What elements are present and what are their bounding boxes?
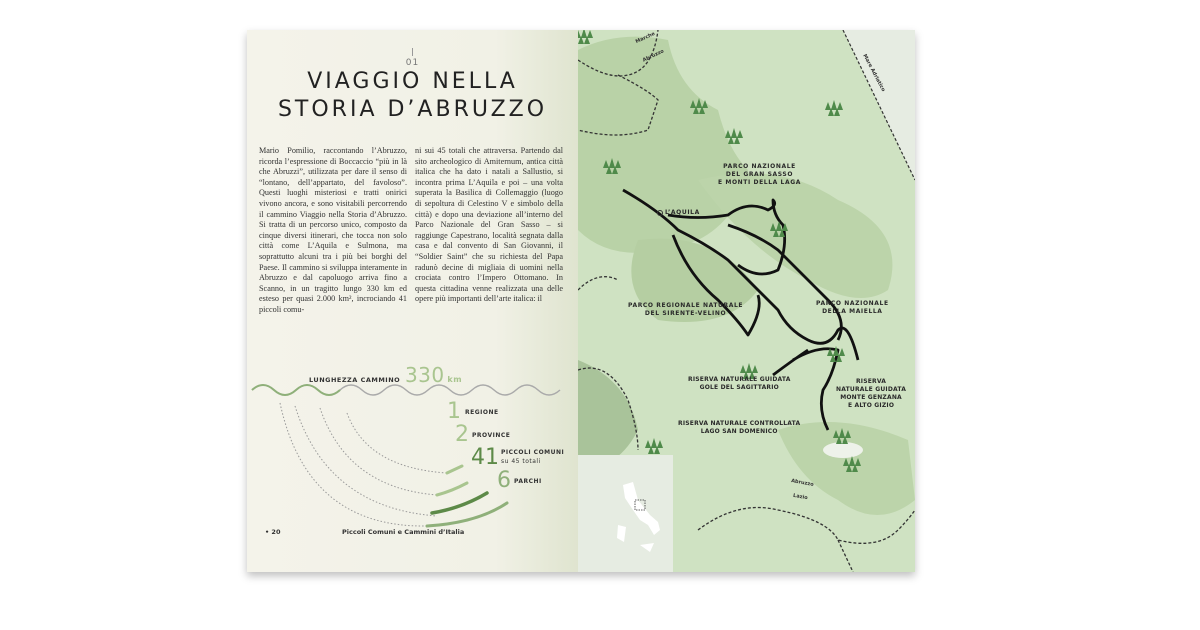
park-label: RISERVA NATURALE GUIDATA GOLE DEL SAGITTARIO [688, 376, 791, 391]
stat-value: 1 [447, 399, 461, 424]
chapter-number: 01 [247, 48, 578, 68]
park-label: RISERVA NATURALE CONTROLLATA LAGO SAN DOMENICO [678, 420, 801, 435]
map-page [578, 30, 915, 572]
park-label: PARCO REGIONALE NATURALE DEL SIRENTE-VELINO [628, 302, 744, 317]
title-line-2: STORIA D’ABRUZZO [277, 97, 548, 122]
footer-title: Piccoli Comuni e Cammini d’Italia [342, 528, 465, 536]
page-number: • 20 [265, 528, 281, 536]
arc-parchi [280, 403, 427, 526]
stat-label: PARCHI [514, 478, 542, 485]
arc-comuni [295, 406, 437, 516]
stat-value: 41 [471, 445, 499, 470]
text-column-1: Mario Pomilio, raccontando l’Abruzzo, ricorda l’espressione di Boccaccio “più in là che Abruzzi”, utilizzata per dare il senso di “lontano, dell’appartato, del favoloso”. Questi luoghi misteriosi e tratti onirici vivono ancora, e sono visitabili percorrendo il cammino Viaggio nella Storia d’Abruzzo. Si tratta di un percorso unico, composto da cinque diversi itinerari, che tocca non solo città come L’Aquila e Sulmona, ma soprattutto alcuni tra i più bei borghi del Paese. Il cammino si sviluppa interamente in Abruzzo e dal capoluogo arriva fino a Scanno, in un tragitto lungo 330 km ed esteso per quasi 2.000 km², incrociando 41 piccoli comu- [259, 146, 407, 314]
lake [823, 442, 863, 458]
arc-province [320, 408, 437, 495]
stat-value: 6 [497, 468, 511, 493]
left-page [247, 30, 578, 572]
stat-value: 2 [455, 422, 469, 447]
length-label: LUNGHEZZA CAMMINO [309, 376, 401, 384]
border-label: Marche [634, 30, 657, 46]
park-label: PARCO NAZIONALE DEL GRAN SASSO E MONTI DELLA LAGA [718, 163, 801, 186]
stat-label: PICCOLI COMUNI [501, 449, 565, 456]
length-unit: km [447, 375, 463, 384]
italy-inset-box [578, 455, 673, 572]
wave-line [252, 385, 560, 395]
text-column-2: ni sui 45 totali che attraversa. Partendo dal sito archeologico di Amiternum, antica città italica che ha dato i natali a Sallustio, si incontra prima L’Aquila e poi – una volta superata la Basilica di Collemaggio (luogo di sepoltura di Celestino V e simbolo della città) e dopo una deviazione all’interno del Parco Nazionale del Gran Sasso – si raggiunge Capestrano, località segnata dalla casa e dal convento di San Giovanni, il “Soldier Saint” che su richiesta del Papa radunò decine di migliaia di uomini nella crociata contro l’Impero Ottomano. In questa cittadina venne realizzata una delle opere più importanti dell’arte italica: il [415, 146, 563, 304]
stat-label: PROVINCE [472, 432, 511, 439]
park-label: RISERVA NATURALE GUIDATA MONTE GENZANA E ALTO GIZIO [836, 378, 907, 409]
city-label-laquila: L’AQUILA [665, 209, 700, 216]
title-line-1: VIAGGIO NELLA [307, 69, 518, 94]
park-label: PARCO NAZIONALE DELLA MAIELLA [816, 300, 889, 315]
page-title [247, 68, 578, 124]
book-spread [247, 30, 915, 572]
stat-label: REGIONE [465, 409, 499, 416]
arc-regione [347, 413, 447, 473]
sea-label: Mare Adriatico [861, 53, 887, 93]
border-label: Abruzzo [641, 48, 665, 64]
border-label: Lazio [792, 492, 809, 502]
border-label: Abruzzo [790, 478, 815, 488]
page-number-text: 20 [271, 528, 281, 536]
stat-sublabel: su 45 totali [501, 458, 541, 465]
length-value: 330 [404, 363, 445, 387]
